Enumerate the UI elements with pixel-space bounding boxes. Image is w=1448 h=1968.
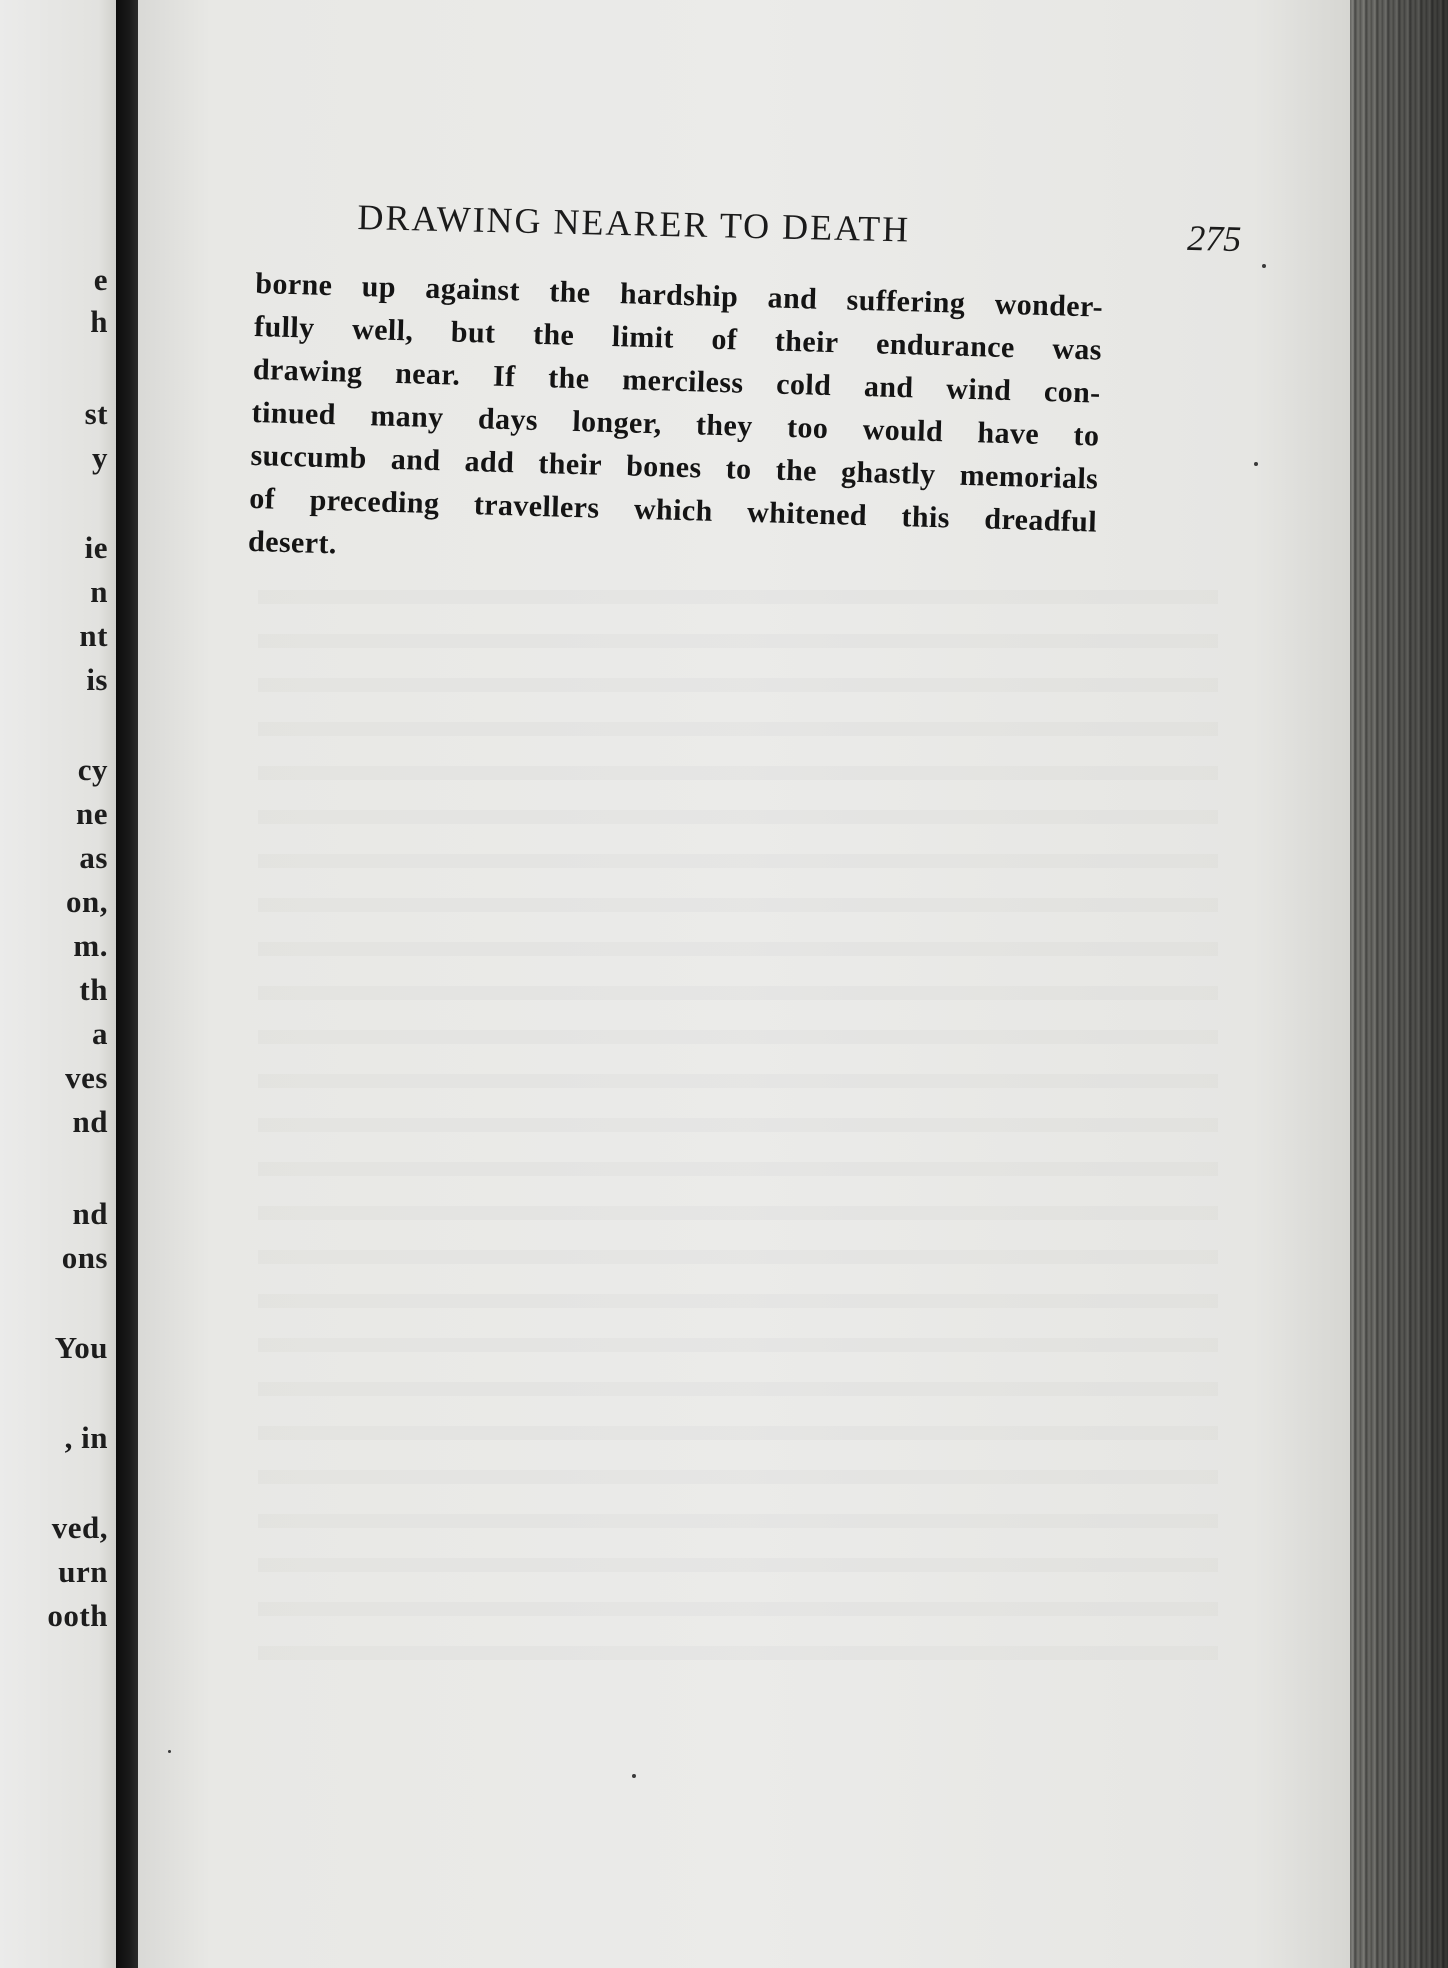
word: the — [547, 361, 590, 396]
left-page-fragment: ooth — [47, 1598, 108, 1633]
word: many — [369, 399, 445, 435]
word: which — [633, 492, 714, 528]
running-head-title: DRAWING NEARER TO DEATH — [357, 196, 911, 250]
paper-speck — [168, 1750, 171, 1753]
left-page-fragment: y — [92, 440, 108, 475]
word: tinued — [251, 395, 337, 432]
word: longer, — [571, 404, 663, 441]
word: memorials — [959, 458, 1099, 496]
word: dreadful — [983, 502, 1098, 539]
left-page-fragment: th — [79, 972, 108, 1007]
left-page-fragment: on, — [66, 884, 108, 919]
left-page-fragment: cy — [77, 752, 108, 787]
left-page-fragment: st — [84, 396, 108, 431]
word: borne — [254, 266, 333, 303]
word: drawing — [252, 352, 363, 390]
left-page-fragment: nt — [79, 618, 108, 653]
word: their — [774, 324, 839, 360]
left-page-fragment: as — [79, 840, 108, 875]
word: cold — [775, 367, 832, 403]
word: would — [862, 413, 944, 449]
left-page-fragment: ves — [65, 1060, 108, 1095]
left-page-fragment: ne — [76, 796, 108, 831]
word: and — [767, 281, 818, 316]
word: desert. — [247, 524, 338, 561]
body-paragraph — [248, 262, 1104, 587]
word: If — [492, 359, 516, 394]
word: have — [977, 416, 1040, 451]
word: wonder- — [994, 287, 1104, 324]
left-page-fragment: h — [90, 304, 108, 339]
word: this — [901, 500, 951, 535]
word: wind — [945, 372, 1012, 408]
word: succumb — [250, 438, 368, 476]
left-page-fragment: a — [92, 1016, 108, 1051]
word: ghastly — [840, 455, 937, 492]
word: well, — [351, 312, 414, 348]
word: suffering — [846, 283, 966, 320]
show-through-text — [258, 560, 1218, 1660]
word: endurance — [875, 327, 1016, 365]
left-page-fragment: ons — [61, 1240, 108, 1275]
left-page-fragment: , in — [64, 1420, 108, 1455]
paper-speck — [1262, 264, 1266, 268]
word: but — [450, 315, 496, 350]
word: to — [725, 452, 752, 486]
word: up — [361, 269, 397, 304]
book-gutter — [116, 0, 138, 1968]
left-page-fragment: is — [86, 662, 108, 697]
word: the — [548, 275, 592, 310]
word: fully — [253, 309, 315, 345]
word: preceding — [309, 483, 440, 521]
word: limit — [611, 319, 675, 355]
left-page-fragment: n — [90, 574, 108, 609]
word: the — [775, 453, 818, 488]
left-page-fragment: nd — [72, 1196, 108, 1231]
left-page-fragment: e — [93, 262, 108, 297]
word: travellers — [473, 488, 600, 525]
left-page-fragment: ved, — [51, 1510, 108, 1545]
word: of — [711, 322, 738, 357]
word: and — [390, 442, 441, 478]
word: and — [863, 370, 914, 405]
word: of — [248, 481, 276, 516]
current-page — [138, 0, 1350, 1968]
word: was — [1051, 332, 1103, 367]
paper-speck — [1254, 462, 1258, 466]
word: whitened — [746, 495, 868, 533]
left-page-fragment: You — [54, 1330, 108, 1365]
left-page-fragment: nd — [72, 1104, 108, 1139]
word: merciless — [621, 363, 744, 400]
left-page-fragment: m. — [73, 928, 108, 963]
page-edges — [1350, 0, 1448, 1968]
left-page-fragment: urn — [58, 1554, 108, 1589]
word: near. — [394, 356, 461, 392]
word: con- — [1043, 375, 1102, 410]
word: their — [537, 446, 603, 482]
word: add — [464, 444, 515, 480]
word: too — [786, 410, 829, 446]
word: to — [1073, 418, 1100, 453]
word: hardship — [619, 277, 739, 314]
word: they — [695, 408, 754, 443]
page-number: 275 — [1186, 217, 1242, 260]
previous-page-strip — [0, 0, 116, 1968]
left-page-fragment: ie — [84, 530, 108, 565]
word: days — [477, 402, 539, 437]
word: bones — [625, 449, 703, 485]
paper-speck — [632, 1774, 636, 1778]
running-head — [357, 196, 1248, 276]
word: against — [424, 271, 521, 308]
word: the — [532, 317, 575, 352]
